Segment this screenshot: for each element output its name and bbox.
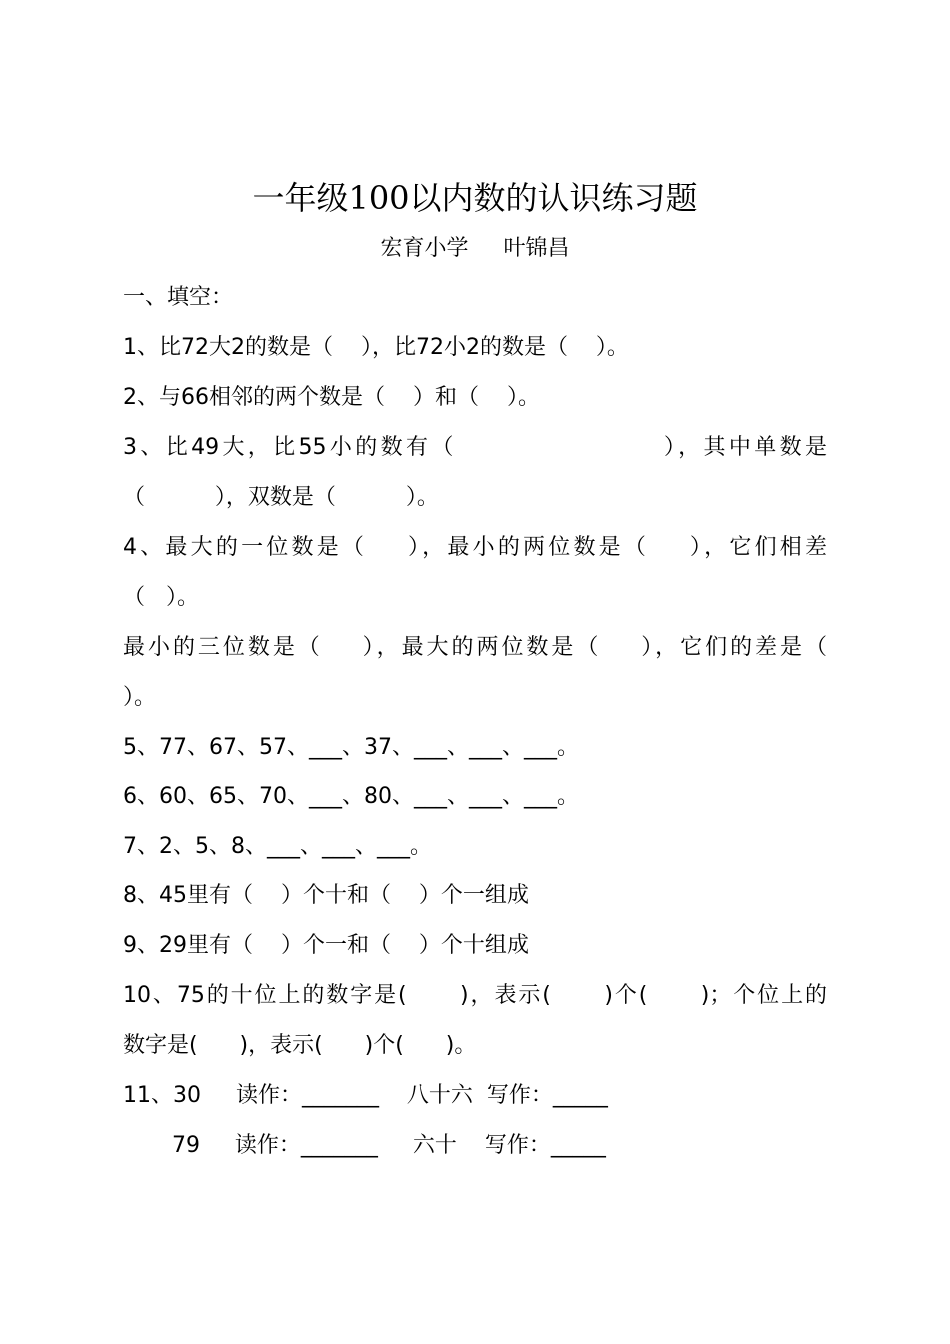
- question-10-line-1: 10、75的十位上的数字是( )，表示( )个( )；个位上的: [123, 983, 827, 1008]
- question-4-line-2: （ ）。: [123, 585, 199, 610]
- page-title: 一年级100以内数的认识练习题: [252, 179, 698, 217]
- question-11-line-1: 11、30 读作：_______ 八十六 写作：_____: [123, 1083, 608, 1108]
- question-1: 1、比72大2的数是（ ），比72小2的数是（ ）。: [123, 335, 629, 360]
- question-8: 8、45里有（ ）个十和（ ）个一组成: [123, 883, 529, 908]
- question-5: 5、77、67、57、___、37、___、___、___。: [123, 735, 579, 760]
- question-3-line-1: 3、比49大，比55小的数有（ ），其中单数是: [123, 435, 827, 460]
- question-6: 6、60、65、70、___、80、___、___、___。: [123, 784, 579, 809]
- question-7: 7、2、5、8、___、___、___。: [123, 834, 432, 859]
- question-4b-line-1: 最小的三位数是（ ），最大的两位数是（ ），它们的差是（: [123, 635, 827, 660]
- question-10-line-2: 数字是( )，表示( )个( )。: [123, 1033, 477, 1058]
- question-4b-line-2: ）。: [123, 685, 157, 710]
- question-9: 9、29里有（ ）个一和（ ）个十组成: [123, 933, 529, 958]
- question-3-line-2: （ ），双数是（ ）。: [123, 485, 439, 510]
- question-11-line-2: 79 读作：_______ 六十 写作：_____: [123, 1133, 606, 1158]
- question-2: 2、与66相邻的两个数是（ ）和（ ）。: [123, 385, 540, 410]
- section-heading: 一、填空：: [123, 285, 234, 310]
- question-4-line-1: 4、最大的一位数是（ ），最小的两位数是（ ），它们相差: [123, 535, 827, 560]
- author-line: 宏育小学 叶锦昌: [380, 236, 570, 261]
